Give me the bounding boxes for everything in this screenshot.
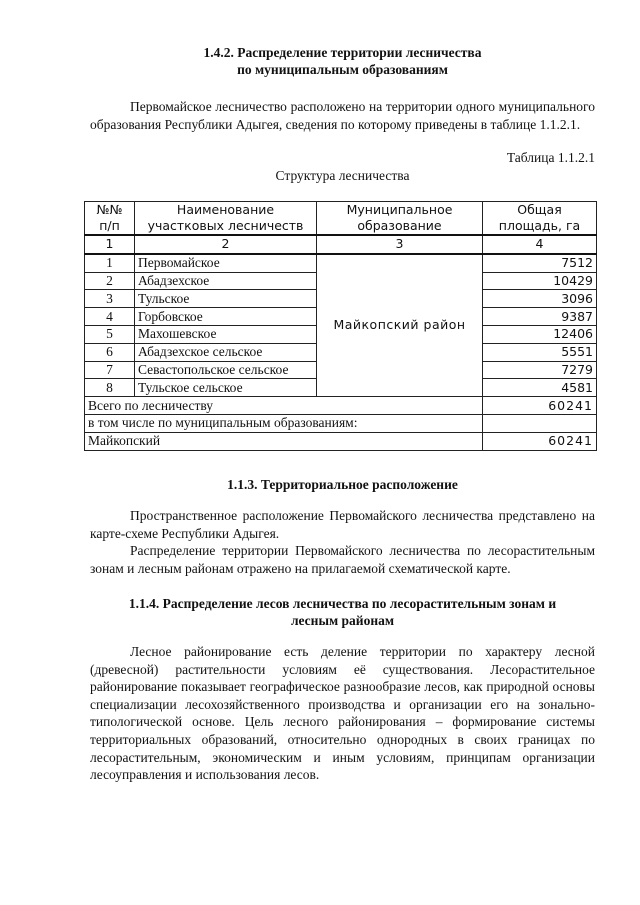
municipal-label: Майкопский bbox=[85, 432, 483, 450]
col-number-cell: 4 bbox=[483, 235, 597, 254]
section-113-paragraph1 bbox=[90, 507, 595, 542]
section-142-title-line1: 1.4.2. Распределение территории лесничества bbox=[203, 45, 482, 60]
row-number: 5 bbox=[85, 325, 135, 343]
row-area: 10429 bbox=[483, 272, 597, 290]
table-row bbox=[85, 254, 597, 272]
section-142-title bbox=[90, 44, 595, 78]
forestry-structure-table bbox=[84, 201, 597, 451]
subtotal-label: в том числе по муниципальным образованиям: bbox=[85, 414, 483, 432]
header-name: Наименование участковых лесничеств bbox=[135, 202, 317, 236]
section-142-paragraph-text: Первомайское лесничество расположено на территории одного муниципального образования Республики Адыгея, сведения по которому приведены в таблице 1.1.2.1. bbox=[90, 99, 595, 132]
total-row bbox=[85, 397, 597, 415]
row-number: 7 bbox=[85, 361, 135, 379]
municipal-row bbox=[85, 432, 597, 450]
section-114-title-line2: лесным районам bbox=[290, 613, 395, 628]
row-name: Абадзехское bbox=[135, 272, 317, 290]
section-142-paragraph bbox=[90, 98, 595, 133]
table-caption: Структура лесничества bbox=[275, 168, 410, 183]
row-number: 3 bbox=[85, 290, 135, 308]
row-name: Севастопольское сельское bbox=[135, 361, 317, 379]
subtotal-value bbox=[483, 414, 597, 432]
section-114-paragraph bbox=[90, 643, 595, 784]
row-name: Первомайское bbox=[135, 254, 317, 272]
municipality-cell: Майкопский район bbox=[317, 254, 483, 397]
total-label: Всего по лесничеству bbox=[85, 397, 483, 415]
section-114-paragraph-text: Лесное районирование есть деление территории по характеру лесной (древесной) растительности условиям её существования. Лесорастительное районирование показывает географическое разнообразие лесов, как природной основы специализации лесохозяйственного производства и организации его на зонально-типологической основе. Цель лесного районирования – формирование системы территориальных образований, относительно однородных в своих границах по лесорастительным, экономическим и иным условиям, принципам организации лесоуправления и использования лесов. bbox=[90, 644, 595, 783]
row-name: Тульское bbox=[135, 290, 317, 308]
row-area: 7512 bbox=[483, 254, 597, 272]
row-area: 3096 bbox=[483, 290, 597, 308]
col-number-cell: 3 bbox=[317, 235, 483, 254]
section-114-title-line1: 1.1.4. Распределение лесов лесничества по лесорастительным зонам и bbox=[128, 596, 557, 611]
table-header-row bbox=[85, 202, 597, 236]
row-name: Горбовское bbox=[135, 308, 317, 326]
row-area: 4581 bbox=[483, 379, 597, 397]
row-number: 1 bbox=[85, 254, 135, 272]
row-number: 2 bbox=[85, 272, 135, 290]
row-number: 8 bbox=[85, 379, 135, 397]
row-area: 7279 bbox=[483, 361, 597, 379]
row-name: Махошевское bbox=[135, 325, 317, 343]
section-113-paragraph2 bbox=[90, 542, 595, 577]
total-value: 60241 bbox=[483, 397, 597, 415]
header-area: Общая площадь, га bbox=[483, 202, 597, 236]
section-114-title bbox=[90, 595, 595, 629]
row-number: 6 bbox=[85, 343, 135, 361]
row-number: 4 bbox=[85, 308, 135, 326]
col-number-cell: 1 bbox=[85, 235, 135, 254]
col-number-cell: 2 bbox=[135, 235, 317, 254]
subtotal-row bbox=[85, 414, 597, 432]
row-area: 5551 bbox=[483, 343, 597, 361]
header-number: №№ п/п bbox=[85, 202, 135, 236]
section-113-title: 1.1.3. Территориальное расположение bbox=[227, 477, 458, 492]
row-name: Тульское сельское bbox=[135, 379, 317, 397]
row-area: 9387 bbox=[483, 308, 597, 326]
header-municipality: Муниципальное образование bbox=[317, 202, 483, 236]
column-numbers-row bbox=[85, 235, 597, 254]
table-label: Таблица 1.1.2.1 bbox=[506, 150, 595, 165]
section-142-title-line2: по муниципальным образованиям bbox=[237, 62, 448, 77]
row-area: 12406 bbox=[483, 325, 597, 343]
section-113-paragraph1-text: Пространственное расположение Первомайского лесничества представлено на карте-схеме Республики Адыгея. bbox=[90, 508, 595, 541]
section-113-paragraph2-text: Распределение территории Первомайского лесничества по лесорастительным зонам и лесным районам отражено на прилагаемой схематической карте. bbox=[90, 543, 595, 576]
row-name: Абадзехское сельское bbox=[135, 343, 317, 361]
municipal-value: 60241 bbox=[483, 432, 597, 450]
